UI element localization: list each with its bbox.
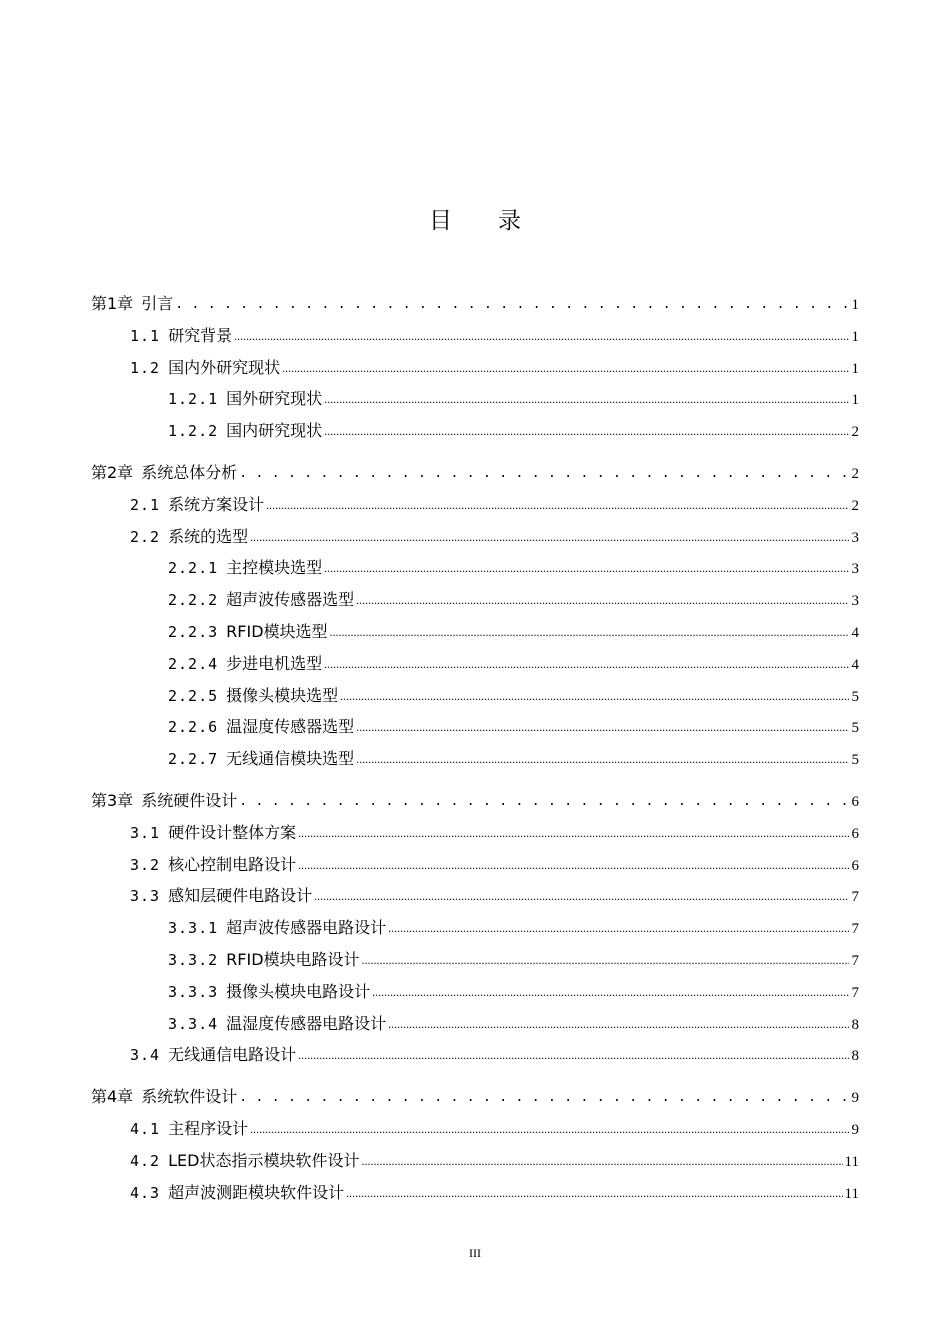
toc-entry-page: 5 [851, 720, 859, 737]
toc-entry-number: 2.2.1 [168, 559, 219, 578]
toc-entry[interactable] [168, 744, 859, 774]
toc-entry[interactable] [91, 458, 859, 488]
toc-entry-number: 2.2.5 [168, 686, 219, 705]
toc-entry-number: 1.1 [130, 326, 161, 345]
toc-entry-page: 7 [851, 953, 859, 969]
toc-entry-page: 2 [851, 497, 859, 514]
toc-entry-page: 1 [851, 297, 859, 313]
toc-entry-number: 2.2.3 [168, 623, 219, 641]
toc-dot-leader [356, 744, 849, 774]
toc-dot-leader [298, 850, 849, 880]
toc-entry-number: 3.3.4 [168, 1014, 219, 1033]
toc-dot-leader [239, 459, 849, 489]
toc-dot-leader [250, 522, 849, 552]
toc-entry-page: 2 [851, 466, 859, 482]
toc-entry-page: 4 [851, 656, 859, 673]
toc-entry[interactable] [130, 1146, 859, 1176]
toc-entry-number: 4.1 [130, 1120, 161, 1138]
toc-entry-page: 5 [851, 688, 859, 705]
toc-entry-title: 系统总体分析 [141, 463, 238, 482]
toc-entry[interactable] [130, 490, 859, 520]
toc-entry-title: 温湿度传感器选型 [226, 717, 355, 737]
toc-entry-title: 国内外研究现状 [168, 357, 281, 377]
toc-entry[interactable] [91, 1082, 859, 1112]
toc-entry[interactable] [130, 818, 859, 848]
toc-dot-leader [356, 712, 849, 742]
toc-entry-number: 1.2 [130, 358, 161, 377]
toc-dot-leader [282, 353, 849, 383]
toc-dot-leader [234, 321, 849, 351]
toc-entry-title: 核心控制电路设计 [168, 854, 297, 874]
toc-dot-leader [324, 553, 849, 583]
toc-entry-number: 2.2 [130, 527, 161, 546]
toc-entry-title: RFID模块选型 [226, 622, 328, 641]
toc-entry-title: 系统软件设计 [141, 1087, 238, 1107]
toc-entry[interactable] [168, 617, 859, 647]
toc-entry[interactable] [130, 1178, 859, 1208]
toc-entry-number: 3.1 [130, 823, 161, 842]
toc-entry[interactable] [168, 553, 859, 583]
toc-entry-number: 3.3 [130, 887, 161, 906]
toc-entry[interactable] [168, 585, 859, 615]
toc-entry-page: 1 [851, 392, 859, 409]
toc-entry-title: 感知层硬件电路设计 [168, 886, 313, 906]
toc-entry-number: 第4章 [91, 1087, 134, 1107]
toc-entry[interactable] [130, 321, 859, 351]
toc-dot-leader [266, 490, 849, 520]
toc-entry[interactable] [91, 786, 859, 816]
toc-entry-page: 6 [851, 794, 859, 810]
toc-entry-title: 主控模块选型 [226, 558, 323, 578]
toc-entry-page: 9 [851, 1122, 859, 1138]
toc-entry-title: 无线通信模块选型 [226, 749, 355, 769]
toc-dot-leader [298, 818, 849, 848]
toc-entry-title: 摄像头模块电路设计 [226, 981, 371, 1001]
toc-entry-page: 11 [844, 1185, 859, 1202]
toc-dot-leader [239, 787, 849, 817]
toc-entry-title: LED状态指示模块软件设计 [168, 1150, 360, 1170]
toc-entry-title: 温湿度传感器电路设计 [226, 1013, 387, 1033]
toc-dot-leader [362, 945, 849, 975]
toc-entry-page: 7 [851, 889, 859, 906]
toc-entry-number: 第2章 [91, 463, 134, 482]
toc-dot-leader [324, 384, 849, 414]
toc-entry-title: 系统的选型 [168, 526, 249, 546]
toc-entry[interactable] [168, 712, 859, 742]
toc-entry-page: 6 [851, 825, 859, 842]
footer-page-number: III [469, 1246, 481, 1260]
toc-entry-page: 8 [851, 1016, 859, 1033]
toc-entry[interactable] [168, 913, 859, 943]
toc-entry-page: 9 [851, 1090, 859, 1107]
toc-entry[interactable] [130, 881, 859, 911]
toc-entry-number: 2.2.2 [168, 591, 219, 610]
toc-entry-page: 5 [851, 752, 859, 769]
toc-entry-number: 第1章 [91, 294, 134, 313]
toc-entry[interactable] [168, 977, 859, 1007]
toc-entry[interactable] [168, 945, 859, 975]
toc-entry[interactable] [168, 416, 859, 446]
toc-entry-title: 超声波测距模块软件设计 [168, 1182, 345, 1202]
toc-entry[interactable] [168, 384, 859, 414]
toc-entry-title: 引言 [141, 294, 174, 313]
toc-dot-leader [356, 585, 849, 615]
toc-entry-number: 4.2 [130, 1151, 161, 1170]
toc-entry-title: 系统方案设计 [168, 494, 265, 514]
toc-entry-title: 摄像头模块选型 [226, 685, 339, 705]
toc-entry-title: 系统硬件设计 [141, 791, 238, 810]
toc-entry-number: 3.3.1 [168, 919, 219, 938]
toc-dot-leader [239, 1083, 849, 1113]
toc-dot-leader [372, 977, 849, 1007]
toc-dot-leader [298, 1040, 849, 1070]
toc-entry[interactable] [130, 353, 859, 383]
toc-dot-leader [324, 416, 849, 446]
toc-entry-title: 硬件设计整体方案 [168, 822, 297, 842]
toc-entry-number: 2.1 [130, 495, 161, 514]
toc-entry-page: 4 [851, 625, 859, 641]
toc-entry-number: 2.2.7 [168, 750, 219, 769]
toc-entry-page: 7 [851, 921, 859, 938]
toc-entry-number: 3.3.2 [168, 951, 219, 969]
toc-dot-leader [361, 1146, 842, 1176]
toc-entry-number: 1.2.1 [168, 390, 219, 409]
toc-entry[interactable] [130, 1114, 859, 1144]
toc-entry[interactable] [130, 850, 859, 880]
toc-entry-number: 2.2.6 [168, 718, 219, 737]
toc-dot-leader [250, 1114, 849, 1144]
toc-entry-title: 主程序设计 [168, 1119, 249, 1138]
toc-entry-page: 1 [851, 328, 859, 345]
toc-entry-title: 超声波传感器选型 [226, 590, 355, 610]
toc-dot-leader [346, 1178, 842, 1208]
toc-entry-page: 3 [851, 561, 859, 578]
toc-entry[interactable] [168, 1009, 859, 1039]
toc-entry-number: 第3章 [91, 791, 134, 810]
toc-dot-leader [175, 290, 849, 320]
toc-entry-page: 8 [851, 1048, 859, 1065]
toc-dot-leader [388, 1009, 849, 1039]
toc-entry-title: 研究背景 [168, 325, 233, 345]
toc-entry-number: 3.3.3 [168, 982, 219, 1001]
toc-entry[interactable] [91, 289, 859, 319]
toc-dot-leader [388, 913, 849, 943]
toc-dot-leader [340, 681, 849, 711]
toc-entry-title: 国外研究现状 [226, 389, 323, 409]
toc-entry-number: 2.2.4 [168, 654, 219, 673]
toc-entry-number: 4.3 [130, 1183, 161, 1202]
toc-entry[interactable] [168, 649, 859, 679]
toc-dot-leader [324, 649, 849, 679]
toc-entry-number: 3.4 [130, 1046, 161, 1065]
toc-entry-title: RFID模块电路设计 [226, 950, 360, 969]
page-title: 目录 [429, 208, 567, 234]
toc-entry-page: 1 [851, 360, 859, 377]
toc-entry-title: 步进电机选型 [226, 653, 323, 673]
toc-entry[interactable] [130, 522, 859, 552]
toc-dot-leader [314, 881, 849, 911]
toc-entry-page: 11 [844, 1153, 859, 1170]
toc-entry-number: 3.2 [130, 855, 161, 874]
toc-entry-title: 国内研究现状 [226, 421, 323, 441]
toc-entry-page: 6 [851, 857, 859, 874]
toc-entry-title: 无线通信电路设计 [168, 1045, 297, 1065]
toc-entry-title: 超声波传感器电路设计 [226, 918, 387, 938]
toc-entry-page: 3 [851, 593, 859, 610]
toc-entry-page: 3 [851, 529, 859, 546]
toc-entry-page: 7 [851, 984, 859, 1001]
toc-entry[interactable] [130, 1040, 859, 1070]
toc-entry-number: 1.2.2 [168, 422, 219, 441]
toc-dot-leader [330, 617, 849, 647]
toc-entry-page: 2 [851, 424, 859, 441]
toc-entry[interactable] [168, 681, 859, 711]
